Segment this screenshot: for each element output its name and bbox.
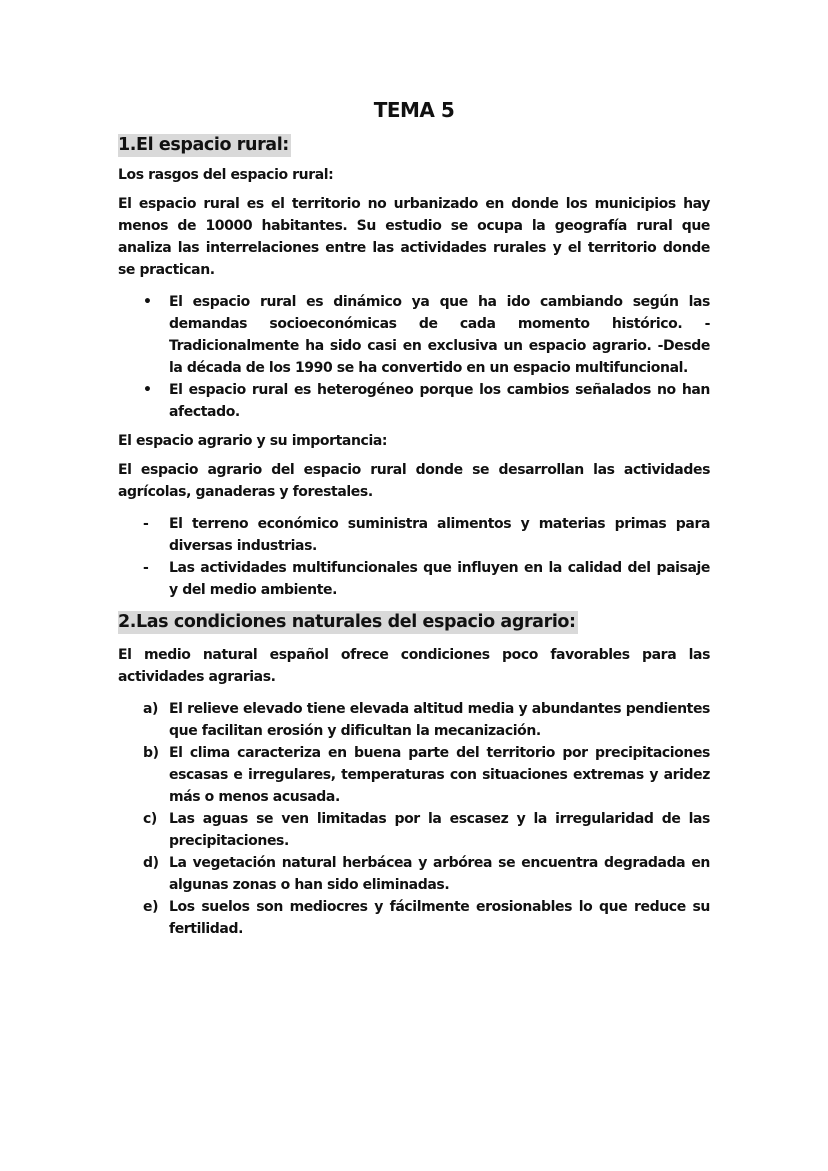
- list-item: [118, 896, 710, 940]
- list-item-text: El terreno económico suministra alimentos y materias primas para diversas industrias.: [169, 516, 710, 554]
- paragraph-definition: El espacio rural es el territorio no urbanizado en donde los municipios hay menos de 10000 habitantes. Su estudio se ocupa la geografía rural que analiza las interrelaciones entre las actividades rurales y el territorio donde se practican.: [118, 196, 710, 278]
- list-item-text: Las actividades multifuncionales que influyen en la calidad del paisaje y del medio ambiente.: [169, 560, 710, 598]
- section-1-heading: 1.El espacio rural:: [118, 135, 289, 155]
- list-item-text: El relieve elevado tiene elevada altitud media y abundantes pendientes que facilitan erosión y dificultan la mecanización.: [169, 701, 710, 739]
- list-item: [118, 513, 710, 557]
- lettered-list: [118, 698, 710, 940]
- list-item: [118, 557, 710, 601]
- section-2-heading: 2.Las condiciones naturales del espacio agrario:: [118, 612, 576, 632]
- list-item-text: El espacio rural es heterogéneo porque los cambios señalados no han afectado.: [169, 382, 710, 420]
- paragraph-medio-natural: El medio natural español ofrece condiciones poco favorables para las actividades agrarias.: [118, 647, 710, 685]
- list-item-text: El clima caracteriza en buena parte del territorio por precipitaciones escasas e irregulares, temperaturas con situaciones extremas y aridez más o menos acusada.: [169, 745, 710, 805]
- list-item: [118, 379, 710, 423]
- list-item-text: Las aguas se ven limitadas por la escasez y la irregularidad de las precipitaciones.: [169, 811, 710, 849]
- subheading-rasgos: Los rasgos del espacio rural:: [118, 167, 334, 183]
- letter-marker: a): [143, 701, 159, 717]
- dash-marker: -: [143, 560, 149, 576]
- dash-list: [118, 513, 710, 601]
- list-item-text: El espacio rural es dinámico ya que ha ido cambiando según las demandas socioeconómicas de cada momento histórico. -Tradicionalmente ha sido casi en exclusiva un espacio agrario. -Desde la década de los 1990 se ha convertido en un espacio multifuncional.: [169, 294, 710, 376]
- letter-marker: e): [143, 899, 159, 915]
- bullet-marker: •: [143, 382, 152, 398]
- letter-marker: b): [143, 745, 159, 761]
- bullet-marker: •: [143, 294, 152, 310]
- bullet-list: [118, 291, 710, 423]
- list-item-text: La vegetación natural herbácea y arbórea se encuentra degradada en algunas zonas o han sido eliminadas.: [169, 855, 710, 893]
- paragraph-espacio-agrario: El espacio agrario del espacio rural donde se desarrollan las actividades agrícolas, ganaderas y forestales.: [118, 462, 710, 500]
- list-item: [118, 852, 710, 896]
- document-page: [118, 98, 710, 950]
- letter-marker: d): [143, 855, 159, 871]
- list-item: [118, 698, 710, 742]
- letter-marker: c): [143, 811, 157, 827]
- list-item: [118, 291, 710, 379]
- list-item-text: Los suelos son mediocres y fácilmente erosionables lo que reduce su fertilidad.: [169, 899, 710, 937]
- list-item: [118, 742, 710, 808]
- dash-marker: -: [143, 516, 149, 532]
- document-title: TEMA 5: [373, 98, 455, 122]
- list-item: [118, 808, 710, 852]
- subheading-espacio-agrario: El espacio agrario y su importancia:: [118, 433, 388, 449]
